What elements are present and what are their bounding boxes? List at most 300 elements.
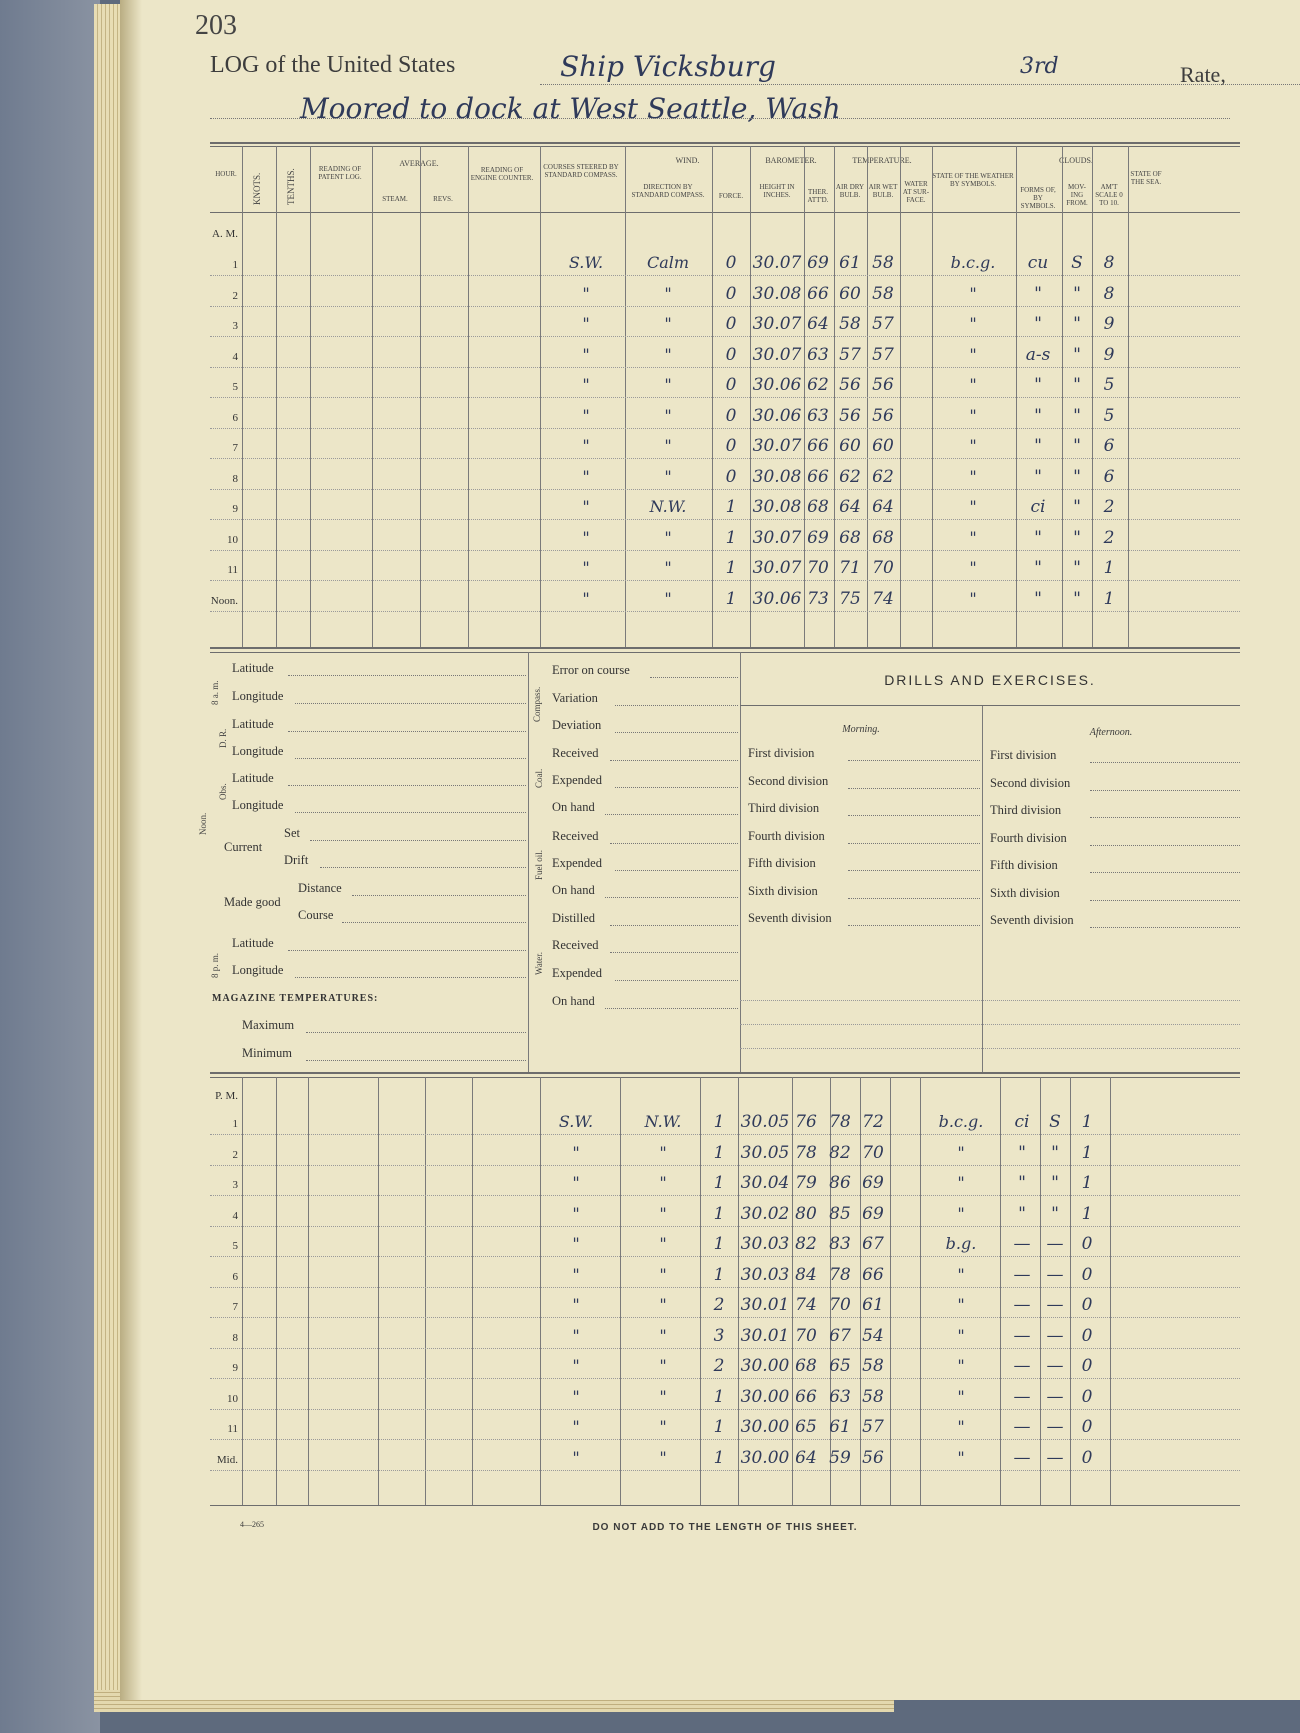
coal-onhand-label: On hand <box>552 800 595 814</box>
col-water-surface: WATER AT SUR-FACE. <box>902 180 930 204</box>
pm-weather-value: " <box>957 1203 965 1223</box>
pm-wet-value: 58 <box>862 1386 884 1407</box>
pm-weather-value: " <box>957 1142 965 1162</box>
am-forms-value: " <box>1034 314 1042 334</box>
am-weather-value: " <box>969 497 977 516</box>
pm-force-value: 1 <box>713 1112 725 1132</box>
row-rule <box>210 336 1240 337</box>
pm-weather-value: b.c.g. <box>938 1112 984 1131</box>
pm-height-value: 30.04 <box>740 1173 790 1193</box>
rate-label: Rate, <box>1180 62 1226 87</box>
drift-label: Drift <box>284 853 309 867</box>
column-rule <box>1040 1077 1041 1505</box>
am-hour-label: 8 <box>232 472 238 485</box>
am-moving-value: " <box>1073 314 1081 334</box>
pm-hour-label: 3 <box>232 1179 238 1191</box>
drills-title-rule <box>740 705 1240 706</box>
am-height-value: 30.07 <box>752 253 802 273</box>
pm-dir-value: " <box>659 1264 667 1284</box>
pm-ther-value: 84 <box>795 1264 817 1285</box>
am-amount-value: 8 <box>1103 253 1115 273</box>
am-hour-label: 3 <box>232 320 238 332</box>
am-forms-value: " <box>1034 283 1042 304</box>
am-header-bottom <box>210 212 1240 213</box>
am-dry-value: 56 <box>839 405 861 426</box>
am-hour-label: Noon. <box>210 594 238 607</box>
pm-forms-value: — <box>1013 1417 1031 1437</box>
column-rule <box>242 1077 243 1505</box>
dr-longitude-label: Longitude <box>232 744 284 758</box>
row-rule <box>210 1317 1240 1318</box>
col-height: HEIGHT IN INCHES. <box>759 183 795 199</box>
am-course-value: " <box>582 497 590 516</box>
pm-moving-value: — <box>1046 1295 1064 1315</box>
magazine-label: MAGAZINE TEMPERATURES: <box>212 993 379 1004</box>
pm-hour-label: 8 <box>232 1331 238 1344</box>
afternoon-label: Afternoon. <box>1089 727 1133 738</box>
col-average: AVERAGE. <box>399 159 439 168</box>
am-force-value: 0 <box>725 283 737 304</box>
pm-weather-value: " <box>957 1264 965 1284</box>
pm-force-value: 1 <box>713 1386 725 1407</box>
coal-expended-label: Expended <box>552 773 602 787</box>
am-moving-value: " <box>1073 588 1081 609</box>
row-rule <box>210 397 1240 398</box>
maximum-label: Maximum <box>242 1018 295 1032</box>
pm-dir-value: " <box>659 1447 667 1467</box>
am-wet-value: 74 <box>872 588 894 609</box>
pm-course-value: " <box>572 1417 580 1436</box>
pm-weather-value: " <box>957 1386 965 1406</box>
am-ther-value: 64 <box>807 314 829 334</box>
am-amount-value: 1 <box>1103 558 1115 578</box>
am-wet-value: 57 <box>872 344 894 365</box>
am-course-value: " <box>582 344 590 364</box>
am-hour-label: 1 <box>232 259 238 271</box>
am-moving-value: " <box>1073 436 1081 456</box>
am-wet-value: 57 <box>872 314 894 334</box>
am-moving-value: " <box>1073 405 1081 426</box>
pm-weather-value: " <box>957 1447 965 1467</box>
am-height-value: 30.07 <box>752 314 802 334</box>
row-rule <box>210 611 1240 612</box>
am-label: A. M. <box>212 228 238 240</box>
mid-divider-3 <box>982 705 983 1072</box>
am-force-value: 1 <box>725 497 737 517</box>
am-dir-value: " <box>664 466 672 486</box>
am-moving-value: " <box>1073 344 1081 365</box>
column-rule <box>308 1077 309 1505</box>
pm-hour-label: 4 <box>232 1209 238 1222</box>
pm-moving-value: — <box>1046 1325 1064 1346</box>
am-dry-value: 68 <box>839 527 861 548</box>
drills-title: DRILLS AND EXERCISES. <box>884 672 1096 688</box>
am-weather-value: " <box>969 527 977 547</box>
distilled-label: Distilled <box>552 911 596 925</box>
log-title: LOG of the United States <box>210 52 456 78</box>
am-ther-value: 69 <box>807 527 829 548</box>
am-hour-label: 2 <box>232 289 238 302</box>
form-number: 4—265 <box>240 1520 264 1529</box>
row-rule <box>210 306 1240 307</box>
pm-force-value: 1 <box>713 1417 725 1437</box>
pm-amount-value: 0 <box>1081 1234 1093 1254</box>
pm-moving-value: — <box>1046 1417 1064 1437</box>
am-ther-value: 70 <box>807 558 829 578</box>
pm-dry-value: 63 <box>829 1386 851 1407</box>
am-amount-value: 6 <box>1103 466 1115 487</box>
am-wet-value: 64 <box>872 497 894 517</box>
pm-weather-value: " <box>957 1356 965 1375</box>
pm-amount-value: 0 <box>1081 1295 1093 1315</box>
am-dir-value: " <box>664 527 672 547</box>
pm-moving-value: — <box>1046 1234 1064 1254</box>
am-dir-value: " <box>664 558 672 577</box>
pm-dry-value: 70 <box>829 1295 851 1315</box>
pm-force-value: 1 <box>713 1142 725 1163</box>
pm-course-value: S.W. <box>558 1112 594 1131</box>
pm-moving-value: " <box>1051 1203 1059 1224</box>
column-rule <box>920 1077 921 1505</box>
mid-divider-2 <box>740 652 741 1072</box>
col-knots: KNOTS. <box>252 172 262 205</box>
pm-forms-value: " <box>1018 1142 1026 1163</box>
pm-course-value: " <box>572 1325 580 1345</box>
row-rule <box>210 580 1240 581</box>
drill-division-1-afternoon: First division <box>990 748 1057 762</box>
am-forms-value: ci <box>1030 497 1046 517</box>
col-air-wet: AIR WET BULB. <box>868 183 898 199</box>
col-wind: WIND. <box>675 156 700 165</box>
drill-division-3-afternoon: Third division <box>990 803 1062 817</box>
am-dir-value: " <box>664 314 672 333</box>
column-rule <box>860 1077 861 1505</box>
am-wet-value: 62 <box>872 466 894 487</box>
page-number: 203 <box>195 10 237 41</box>
pm-dry-value: 78 <box>829 1112 851 1132</box>
am-weather-value: b.c.g. <box>950 253 996 272</box>
pm-force-value: 1 <box>713 1173 725 1193</box>
pm-wet-value: 72 <box>862 1112 884 1132</box>
am-ther-value: 62 <box>807 375 829 395</box>
am-course-value: " <box>582 527 590 547</box>
ship-name: Ship Vicksburg <box>560 50 776 83</box>
variation-label: Variation <box>552 691 598 705</box>
am-amount-value: 1 <box>1103 588 1115 609</box>
am-forms-value: " <box>1034 527 1042 548</box>
column-rule <box>1110 1077 1111 1505</box>
am-dir-value: " <box>664 375 672 394</box>
pm-course-value: " <box>572 1264 580 1284</box>
mid-section-bottom <box>210 1072 1240 1074</box>
am-hour-label: 9 <box>232 503 238 515</box>
pm-table-top <box>210 1077 1240 1078</box>
background-shadow <box>0 0 100 1733</box>
pm-course-value: " <box>572 1234 580 1253</box>
pm-ther-value: 82 <box>795 1234 817 1254</box>
pm-forms-value: — <box>1013 1447 1031 1468</box>
pm-dir-value: " <box>659 1142 667 1162</box>
water-received-label: Received <box>552 938 599 952</box>
pm-force-value: 2 <box>713 1295 725 1315</box>
am-moving-value: " <box>1073 375 1081 395</box>
pm-moving-value: — <box>1046 1447 1064 1468</box>
col-cloud-moving: MOV-ING FROM. <box>1066 183 1088 207</box>
am-hour-label: 11 <box>227 564 238 576</box>
pm-weather-value: b.g. <box>945 1234 977 1253</box>
col-sea: STATE OF THE SEA. <box>1130 170 1162 186</box>
am-table-bottom-inner <box>210 652 1240 653</box>
pm-force-value: 1 <box>713 1264 725 1285</box>
pm-force-value: 1 <box>713 1447 725 1468</box>
deviation-label: Deviation <box>552 718 602 732</box>
pm-hour-label: 10 <box>227 1392 238 1405</box>
am-amount-value: 2 <box>1103 497 1115 517</box>
pm-amount-value: 0 <box>1081 1325 1093 1346</box>
am-weather-value: " <box>969 344 977 364</box>
am-dry-value: 64 <box>839 497 861 517</box>
row-rule <box>210 519 1240 520</box>
drill-division-4-morning: Fourth division <box>748 828 825 843</box>
am-ther-value: 73 <box>807 588 829 609</box>
pm-course-value: " <box>572 1386 580 1406</box>
am-table-top <box>210 142 1240 144</box>
pm-dir-value: " <box>659 1234 667 1253</box>
rate-value: 3rd <box>1020 54 1059 79</box>
pm-dir-value: " <box>659 1356 667 1375</box>
pm-height-value: 30.05 <box>740 1112 790 1132</box>
pm-ther-value: 76 <box>795 1112 817 1132</box>
group-fuel-oil: Fuel oil. <box>534 849 544 880</box>
pm-height-value: 30.00 <box>740 1417 790 1437</box>
row-rule <box>210 428 1240 429</box>
am-dry-value: 60 <box>839 283 861 304</box>
row-rule <box>210 1439 1240 1440</box>
col-hour: HOUR. <box>215 170 237 178</box>
am-hour-label: 10 <box>227 533 238 546</box>
column-rule <box>738 1077 739 1505</box>
am-wet-value: 56 <box>872 375 894 395</box>
group-obs: Obs. <box>218 783 228 800</box>
pm-amount-value: 1 <box>1081 1173 1093 1193</box>
column-rule <box>1070 1077 1071 1505</box>
morning-label: Morning. <box>842 724 880 735</box>
pm-hour-label: 1 <box>232 1118 238 1130</box>
distance-label: Distance <box>298 881 342 895</box>
am-forms-value: " <box>1034 558 1042 578</box>
pm-forms-value: — <box>1013 1264 1031 1285</box>
am-wet-value: 58 <box>872 283 894 304</box>
column-rule <box>276 1077 277 1505</box>
mid-divider-1 <box>528 652 529 1072</box>
am-hour-label: 7 <box>232 442 238 454</box>
col-clouds: CLOUDS. <box>1058 156 1093 165</box>
pm-dir-value: N.W. <box>644 1112 682 1131</box>
am-force-value: 1 <box>725 527 737 548</box>
pm-amount-value: 1 <box>1081 1112 1093 1132</box>
pm-hour-label: 7 <box>232 1301 238 1313</box>
col-patent-log: READING OF PATENT LOG. <box>318 165 362 181</box>
pm-ther-value: 74 <box>795 1295 817 1315</box>
am-forms-value: " <box>1034 405 1042 426</box>
group-noon: Noon. <box>198 812 208 835</box>
coal-received-label: Received <box>552 746 599 760</box>
am-height-value: 30.07 <box>752 527 802 548</box>
col-weather: STATE OF THE WEATHER BY SYMBOLS. <box>932 172 1014 188</box>
pm-hour-label: 9 <box>232 1362 238 1374</box>
am-force-value: 0 <box>725 344 737 365</box>
pm-ther-value: 68 <box>795 1356 817 1376</box>
am-moving-value: " <box>1073 466 1081 487</box>
am-wet-value: 60 <box>872 436 894 456</box>
am-moving-value: S <box>1071 253 1083 273</box>
am-course-value: " <box>582 588 590 608</box>
am-dry-value: 58 <box>839 314 861 334</box>
dr-latitude-label: Latitude <box>232 717 274 731</box>
pm-dir-value: " <box>659 1173 667 1192</box>
pm-height-value: 30.02 <box>740 1203 790 1224</box>
row-rule <box>210 550 1240 551</box>
am-ther-value: 69 <box>807 253 829 273</box>
row-rule <box>210 1348 1240 1349</box>
pm-wet-value: 67 <box>862 1234 884 1254</box>
am-ther-value: 66 <box>807 283 829 304</box>
am-wet-value: 70 <box>872 558 894 578</box>
am-course-value: " <box>582 436 590 455</box>
drill-division-2-morning: Second division <box>748 773 829 788</box>
pm-wet-value: 58 <box>862 1356 884 1376</box>
pm-forms-value: — <box>1013 1386 1031 1407</box>
minimum-label: Minimum <box>242 1046 293 1060</box>
pm-moving-value: — <box>1046 1386 1064 1407</box>
am-hour-label: 5 <box>232 381 238 393</box>
am-amount-value: 2 <box>1103 527 1115 548</box>
row-rule <box>210 1409 1240 1410</box>
am-amount-value: 6 <box>1103 436 1115 456</box>
am-force-value: 0 <box>725 466 737 487</box>
am-force-value: 0 <box>725 253 737 273</box>
am-forms-value: " <box>1034 375 1042 395</box>
group-8pm: 8 p. m. <box>210 952 220 978</box>
am-amount-value: 5 <box>1103 405 1115 426</box>
column-rule <box>472 1077 473 1505</box>
am-amount-value: 8 <box>1103 283 1115 304</box>
pm-force-value: 1 <box>713 1234 725 1254</box>
am-amount-value: 5 <box>1103 375 1115 395</box>
pm-forms-value: — <box>1013 1325 1031 1346</box>
pm-height-value: 30.01 <box>740 1325 790 1346</box>
col-ther-attd: THER. ATT'D. <box>807 188 829 204</box>
group-8am: 8 a. m. <box>210 680 220 705</box>
am-ther-value: 66 <box>807 466 829 487</box>
row-rule <box>210 1226 1240 1227</box>
am-dir-value: " <box>664 344 672 364</box>
am-table-top-inner <box>210 146 1240 147</box>
pm-wet-value: 61 <box>862 1295 884 1315</box>
column-rule <box>540 1077 541 1505</box>
am-amount-value: 9 <box>1103 344 1115 365</box>
am-course-value: " <box>582 375 590 394</box>
group-water: Water. <box>534 951 544 975</box>
pm-height-value: 30.05 <box>740 1142 790 1163</box>
row-rule <box>210 1287 1240 1288</box>
am-weather-value: " <box>969 436 977 455</box>
am-ther-value: 66 <box>807 436 829 456</box>
page-fold <box>120 0 142 1700</box>
row-rule <box>210 1195 1240 1196</box>
water-onhand-label: On hand <box>552 994 595 1008</box>
drill-division-7-morning: Seventh division <box>748 911 832 925</box>
fuel-received-label: Received <box>552 829 599 843</box>
pm-amount-value: 0 <box>1081 1417 1093 1437</box>
log-page <box>120 0 1300 1700</box>
col-barometer: BAROMETER. <box>765 156 817 165</box>
am-course-value: " <box>582 283 590 303</box>
current-label: Current <box>224 840 263 854</box>
am-forms-value: " <box>1034 466 1042 487</box>
pm-ther-value: 64 <box>795 1447 817 1468</box>
am-wet-value: 58 <box>872 253 894 273</box>
am-course-value: " <box>582 405 590 425</box>
am-dir-value: " <box>664 283 672 303</box>
am-weather-value: " <box>969 558 977 577</box>
pm-ther-value: 79 <box>795 1173 817 1193</box>
pm-wet-value: 66 <box>862 1264 884 1285</box>
pm-dir-value: " <box>659 1386 667 1406</box>
set-label: Set <box>284 826 300 840</box>
am-dry-value: 71 <box>839 558 861 578</box>
pm-dry-value: 85 <box>829 1203 851 1224</box>
column-rule <box>890 1077 891 1505</box>
am-course-value: " <box>582 558 590 577</box>
col-tenths: TENTHS. <box>286 168 296 205</box>
am-dry-value: 75 <box>839 588 861 609</box>
row-rule <box>210 367 1240 368</box>
col-courses: COURSES STEERED BY STANDARD COMPASS. <box>543 163 619 179</box>
fuel-onhand-label: On hand <box>552 883 595 897</box>
drill-division-1-morning: First division <box>748 746 815 760</box>
pm-weather-value: " <box>957 1417 965 1436</box>
pm-dir-value: " <box>659 1295 667 1314</box>
group-dr: D. R. <box>218 728 228 748</box>
am-dir-value: " <box>664 436 672 455</box>
am-height-value: 30.08 <box>752 466 802 487</box>
pm-weather-value: " <box>957 1325 965 1345</box>
am-dry-value: 60 <box>839 436 861 456</box>
pm-wet-value: 69 <box>862 1203 884 1224</box>
am-dry-value: 57 <box>839 344 861 365</box>
pm-forms-value: — <box>1013 1295 1031 1315</box>
pm-weather-value: " <box>957 1173 965 1192</box>
am-weather-value: " <box>969 283 977 303</box>
am-force-value: 0 <box>725 405 737 426</box>
pm-amount-value: 1 <box>1081 1142 1093 1163</box>
pm-height-value: 30.00 <box>740 1356 790 1376</box>
pm-forms-value: — <box>1013 1356 1031 1376</box>
drill-division-5-afternoon: Fifth division <box>990 858 1058 872</box>
am-wet-value: 56 <box>872 405 894 426</box>
pm-moving-value: " <box>1051 1142 1059 1163</box>
pm-ther-value: 80 <box>795 1203 817 1224</box>
pm-force-value: 1 <box>713 1203 725 1224</box>
pm-amount-value: 0 <box>1081 1356 1093 1376</box>
location-dotted-line <box>210 118 1230 119</box>
am-weather-value: " <box>969 314 977 333</box>
pm-course-value: " <box>572 1203 580 1223</box>
obs-longitude-label: Longitude <box>232 798 284 812</box>
row-rule <box>210 1470 1240 1471</box>
row-rule <box>210 1378 1240 1379</box>
